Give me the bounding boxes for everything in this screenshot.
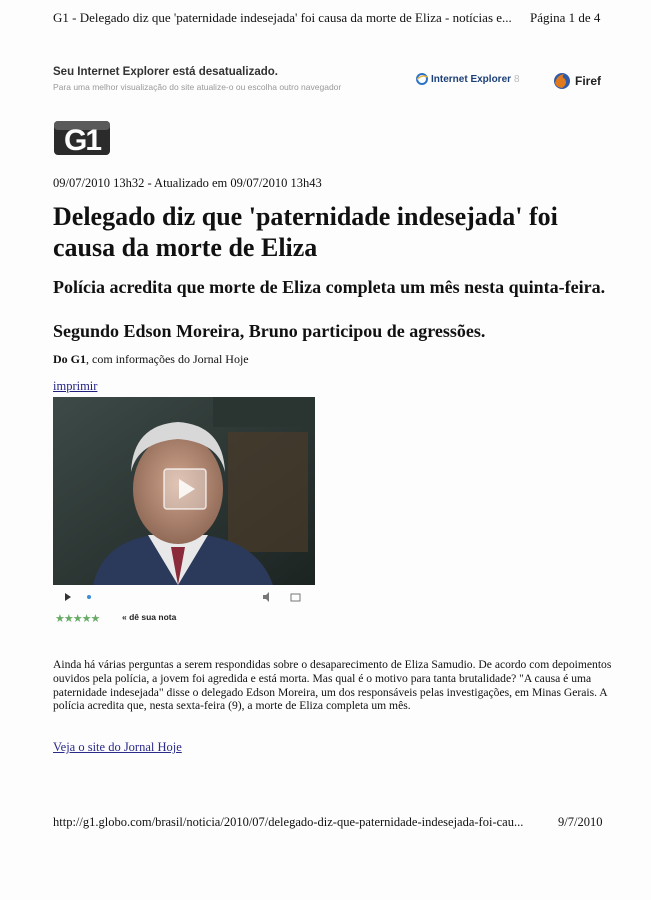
article-dateline: 09/07/2010 13h32 - Atualizado em 09/07/2010 13h43 bbox=[53, 176, 322, 190]
source-prefix: Do G1 bbox=[53, 352, 86, 366]
firefox-label: Firef bbox=[575, 74, 602, 88]
rate-link[interactable]: « dê sua nota bbox=[122, 612, 177, 622]
article-body: Ainda há várias perguntas a serem respondidas sobre o desaparecimento de Eliza Samudio. De acordo com depoimentos ouvidos pela polícia, a jovem foi agredida e está morta. Mas qual é o motivo para tanta brutalidade? "A causa é uma paternidade indesejada" disse o delegado Edson Moreira, um dos responsáveis pelas investigações, em Minas Gerais. A polícia acredita que, nesta sexta-feira (9), a morte de Eliza completa um mês. bbox=[53, 658, 612, 713]
volume-icon[interactable] bbox=[263, 592, 269, 602]
article-headline: Delegado diz que 'paternidade indesejada' foi causa da morte de Eliza bbox=[53, 202, 558, 262]
g1-logo-text: G1 bbox=[63, 124, 101, 157]
internet-explorer-label: Internet Explorer bbox=[431, 73, 512, 85]
video-controls bbox=[53, 590, 315, 604]
article-subtitle-1: Polícia acredita que morte de Eliza completa um mês nesta quinta-feira. bbox=[53, 277, 606, 297]
progress-handle[interactable] bbox=[87, 595, 91, 599]
browser-warning-subtext: Para uma melhor visualização do site atualize-o ou escolha outro navegador bbox=[53, 82, 342, 92]
internet-explorer-icon bbox=[416, 73, 428, 85]
article-source bbox=[53, 352, 249, 367]
browser-warning: Seu Internet Explorer está desatualizado. bbox=[53, 66, 278, 78]
firefox-icon bbox=[553, 72, 571, 90]
rating-stars[interactable]: ★★★★★ bbox=[55, 613, 100, 625]
fullscreen-icon[interactable] bbox=[291, 594, 300, 601]
firefox-link[interactable] bbox=[553, 72, 601, 90]
article-subtitle-2: Segundo Edson Moreira, Bruno participou de agressões. bbox=[53, 321, 486, 341]
print-link[interactable]: imprimir bbox=[53, 379, 98, 393]
print-header-page: Página 1 de 4 bbox=[530, 10, 601, 25]
video-player[interactable] bbox=[53, 397, 315, 585]
play-control-icon[interactable] bbox=[65, 593, 71, 601]
print-footer-date: 9/7/2010 bbox=[558, 815, 603, 829]
print-header-title: G1 - Delegado diz que 'paternidade indesejada' foi causa da morte de Eliza - notícias e... bbox=[53, 10, 512, 25]
internet-explorer-link[interactable] bbox=[416, 73, 520, 85]
print-footer-url: http://g1.globo.com/brasil/noticia/2010/07/delegado-diz-que-paternidade-indesejada-foi-cau... bbox=[53, 815, 524, 829]
source-rest: , com informações do Jornal Hoje bbox=[86, 352, 249, 366]
internet-explorer-version: 8 bbox=[514, 73, 520, 85]
jornal-hoje-site-link[interactable]: Veja o site do Jornal Hoje bbox=[53, 740, 182, 754]
g1-logo[interactable] bbox=[53, 117, 111, 157]
